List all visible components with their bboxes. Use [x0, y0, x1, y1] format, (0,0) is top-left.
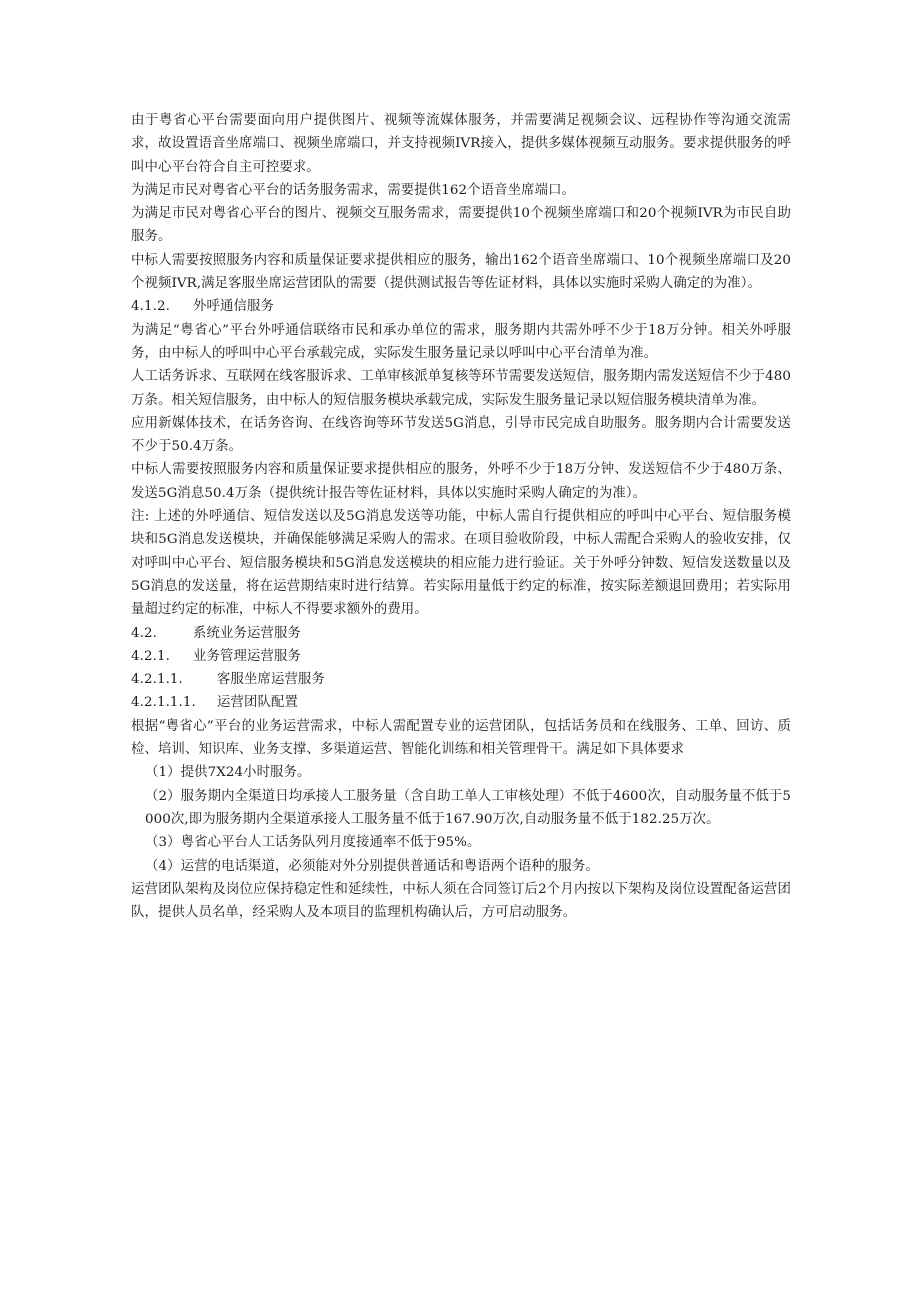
- paragraph-outbound-calls: 为满足“粤省心”平台外呼通信联络市民和承办单位的需求，服务期内共需外呼不少于18万分钟。相关外呼服务，由中标人的呼叫中心平台承载完成，实际发生服务量记录以呼叫中心平台清单为准。: [131, 322, 791, 361]
- requirement-item: （4）运营的电话渠道，必须能对外分别提供普通话和粤语两个语种的服务。: [145, 858, 599, 874]
- heading-4-1-2: [131, 295, 791, 318]
- heading-4-2-1-1-1: [131, 691, 791, 714]
- heading-text: 客服坐席运营服务: [217, 672, 325, 688]
- heading-number: 4.2.: [131, 625, 157, 641]
- heading-4-2-1: [131, 645, 791, 668]
- paragraph-media-service: 由于粤省心平台需要面向用户提供图片、视频等流媒体服务，并需要满足视频会议、远程协作等沟通交流需求，故设置语音坐席端口、视频坐席端口，并支持视频IVR接入，提供多媒体视频互动服务。要求提供服务的呼叫中心平台符合自主可控要求。: [131, 113, 791, 175]
- heading-text: 业务管理运营服务: [193, 648, 301, 664]
- paragraph-team-config: 根据“粤省心”平台的业务运营需求，中标人需配置专业的运营团队，包括话务员和在线服务、工单、回访、质检、培训、知识库、业务支撑、多渠道运营、智能化训练和相关管理骨干。满足如下具体要求: [131, 718, 791, 758]
- heading-text: 外呼通信服务: [193, 299, 274, 315]
- heading-number: 4.2.1.1.: [131, 672, 183, 688]
- heading-number: 4.2.1.1.1.: [131, 695, 196, 711]
- heading-text: 系统业务运营服务: [193, 625, 301, 641]
- paragraph-video-ports: 为满足市民对粤省心平台的图片、视频交互服务需求，需要提供10个视频坐席端口和20个视频IVR为市民自助服务。: [131, 206, 791, 245]
- heading-text: 运营团队配置: [217, 695, 298, 711]
- requirement-item: （2）服务期内全渠道日均承接人工服务量（含自助工单人工审核处理）不低于4600次，自动服务量不低于5000次,即为服务期内全渠道承接人工服务量不低于167.90万次,自动服务量不低于182.25万次。: [145, 788, 791, 827]
- heading-number: 4.2.1.: [131, 648, 170, 664]
- heading-number: 4.1.2.: [131, 299, 170, 315]
- paragraph-outbound-deliverables: 中标人需要按照服务内容和质量保证要求提供相应的服务，外呼不少于18万分钟、发送短信不少于480万条、发送5G消息50.4万条（提供统计报告等佐证材料，具体以实施时采购人确定的为准）。: [131, 462, 791, 501]
- requirement-item: （1）提供7X24小时服务。: [145, 765, 311, 781]
- paragraph-5g-message: 应用新媒体技术，在话务咨询、在线咨询等环节发送5G消息，引导市民完成自助服务。服务期内合计需要发送不少于50.4万条。: [131, 415, 791, 455]
- paragraph-sms: 人工话务诉求、互联网在线客服诉求、工单审核派单复核等环节需要发送短信，服务期内需发送短信不少于480万条。相关短信服务，由中标人的短信服务模块承载完成，实际发生服务量记录以短信服务模块清单为准。: [131, 369, 791, 408]
- requirement-item: （3）粤省心平台人工话务队列月度接通率不低于95%。: [145, 835, 481, 851]
- paragraph-voice-ports: 为满足市民对粤省心平台的话务服务需求，需要提供162个语音坐席端口。: [131, 182, 576, 198]
- heading-4-2-1-1: [131, 668, 791, 691]
- paragraph-port-deliverables: 中标人需要按照服务内容和质量保证要求提供相应的服务，输出162个语音坐席端口、10个视频坐席端口及20个视频IVR,满足客服坐席运营团队的需要（提供测试报告等佐证材料，具体以实施时采购人确定的为准）。: [131, 252, 791, 292]
- paragraph-team-structure: 运营团队架构及岗位应保持稳定性和延续性，中标人须在合同签订后2个月内按以下架构及岗位设置配备运营团队，提供人员名单，经采购人及本项目的监理机构确认后，方可启动服务。: [131, 881, 791, 921]
- paragraph-note: 注: 上述的外呼通信、短信发送以及5G消息发送等功能，中标人需自行提供相应的呼叫中心平台、短信服务模块和5G消息发送模块，并确保能够满足采购人的需求。在项目验收阶段，中标人需配合采购人的验收安排，仅对呼叫中心平台、短信服务模块和5G消息发送模块的相应能力进行验证。关于外呼分钟数、短信发送数量以及5G消息的发送量，将在运营期结束时进行结算。若实际用量低于约定的标准，按实际差额退回费用；若实际用量超过约定的标准，中标人不得要求额外的费用。: [131, 509, 791, 618]
- document-page: [131, 109, 791, 924]
- heading-4-2: [131, 622, 791, 645]
